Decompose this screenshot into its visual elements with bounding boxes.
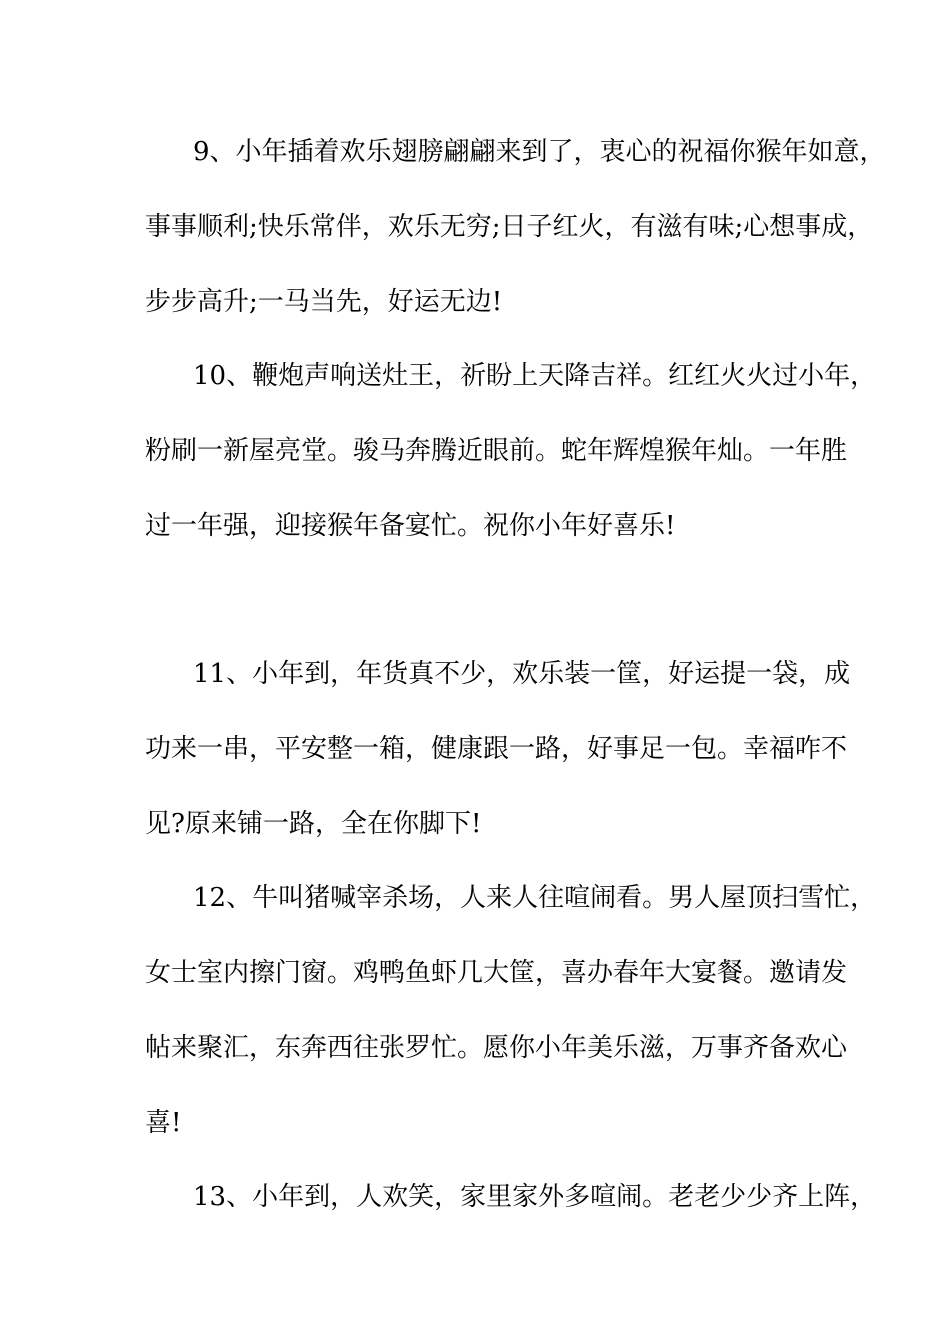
paragraph-line: 12、牛叫猪喊宰杀场，人来人往喧闹看。男人屋顶扫雪忙， [193, 883, 877, 913]
paragraph-line: 9、小年插着欢乐翅膀翩翩来到了，衷心的祝福你猴年如意， [193, 137, 886, 167]
paragraph-line: 功来一串，平安整一箱，健康跟一路，好事足一包。幸福咋不 [145, 734, 848, 764]
paragraph-line: 13、小年到，人欢笑，家里家外多喧闹。老老少少齐上阵， [193, 1182, 877, 1212]
paragraph-line: 11、小年到，年货真不少，欢乐装一筐，好运提一袋，成 [193, 659, 851, 689]
paragraph-line: 帖来聚汇，东奔西往张罗忙。愿你小年美乐滋，万事齐备欢心 [145, 1033, 848, 1063]
paragraph-line: 事事顺利;快乐常伴，欢乐无穷;日子红火，有滋有味;心想事成， [145, 212, 874, 242]
paragraph-line: 10、鞭炮声响送灶王，祈盼上天降吉祥。红红火火过小年， [193, 361, 877, 391]
paragraph-line: 过一年强，迎接猴年备宴忙。祝你小年好喜乐! [145, 511, 676, 541]
paragraph-line: 粉刷一新屋亮堂。骏马奔腾近眼前。蛇年辉煌猴年灿。一年胜 [145, 436, 848, 466]
paragraph-line: 女士室内擦门窗。鸡鸭鱼虾几大筐，喜办春年大宴餐。邀请发 [145, 958, 848, 988]
paragraph-line: 喜! [145, 1108, 182, 1138]
paragraph-line: 见?原来铺一路，全在你脚下! [145, 809, 482, 839]
paragraph-line: 步步高升;一马当先，好运无边! [145, 287, 503, 317]
